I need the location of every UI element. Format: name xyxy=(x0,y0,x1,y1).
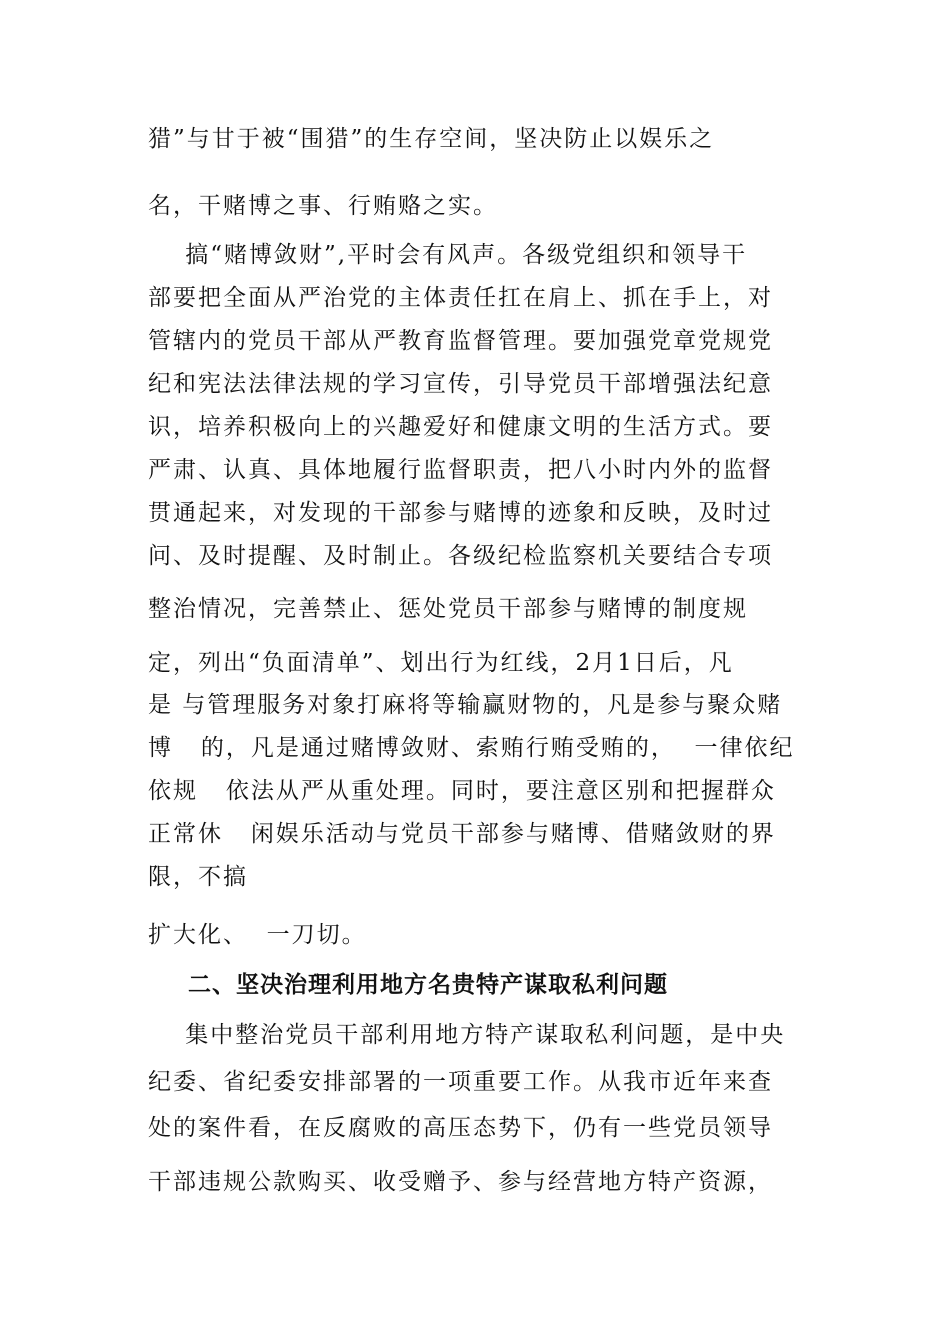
text-line: 是 与管理服务对象打麻将等输赢财物的，凡是参与聚众赌 xyxy=(148,692,783,718)
text-line: 限，不搞 xyxy=(148,864,248,890)
text-line: 问、及时提醒、及时制止。各级纪检监察机关要结合专项 xyxy=(148,543,773,569)
text-line: 名，干赌博之事、行贿赂之实。 xyxy=(148,193,498,219)
text-line: 纪和宪法法律法规的学习宣传，引导党员干部增强法纪意 xyxy=(148,371,773,397)
text-line: 纪委、省纪委安排部署的一项重要工作。从我市近年来查 xyxy=(148,1069,773,1095)
text-line: 处的案件看，在反腐败的高压态势下，仍有一些党员领导 xyxy=(148,1115,773,1141)
text-line: 部要把全面从严治党的主体责任扛在肩上、抓在手上，对 xyxy=(148,285,773,311)
text-line: 干部违规公款购买、收受赠予、参与经营地方特产资源， xyxy=(148,1169,773,1195)
text-line: 博 的，凡是通过赌博敛财、索贿行贿受贿的， 一律依纪 xyxy=(148,735,795,761)
text-line: 集中整治党员干部利用地方特产谋取私利问题，是中央 xyxy=(148,1022,786,1048)
text-line: 定，列出“负面清单”、划出行为红线，2月1日后，凡 xyxy=(148,650,734,676)
text-line: 依规 依法从严从重处理。同时，要注意区别和把握群众 xyxy=(148,778,776,804)
text-line: 正常休 闲娱乐活动与党员干部参与赌博、借赌敛财的界 xyxy=(148,821,776,847)
text-line: 贯通起来，对发现的干部参与赌博的迹象和反映，及时过 xyxy=(148,500,773,526)
text-line: 识，培养积极向上的兴趣爱好和健康文明的生活方式。要 xyxy=(148,414,773,440)
text-line: 管辖内的党员干部从严教育监督管理。要加强党章党规党 xyxy=(148,328,773,354)
text-line: 搞“赌博敛财”,平时会有风声。各级党组织和领导干 xyxy=(148,242,748,268)
text-line: 猎”与甘于被“围猎”的生存空间，坚决防止以娱乐之 xyxy=(148,126,715,152)
section-heading: 二、坚决治理利用地方名贵特产谋取私利问题 xyxy=(188,972,668,998)
text-line: 整治情况，完善禁止、惩处党员干部参与赌博的制度规 xyxy=(148,596,748,622)
text-line: 严肃、认真、具体地履行监督职责，把八小时内外的监督 xyxy=(148,457,773,483)
text-line: 扩大化、 一刀切。 xyxy=(148,922,367,948)
